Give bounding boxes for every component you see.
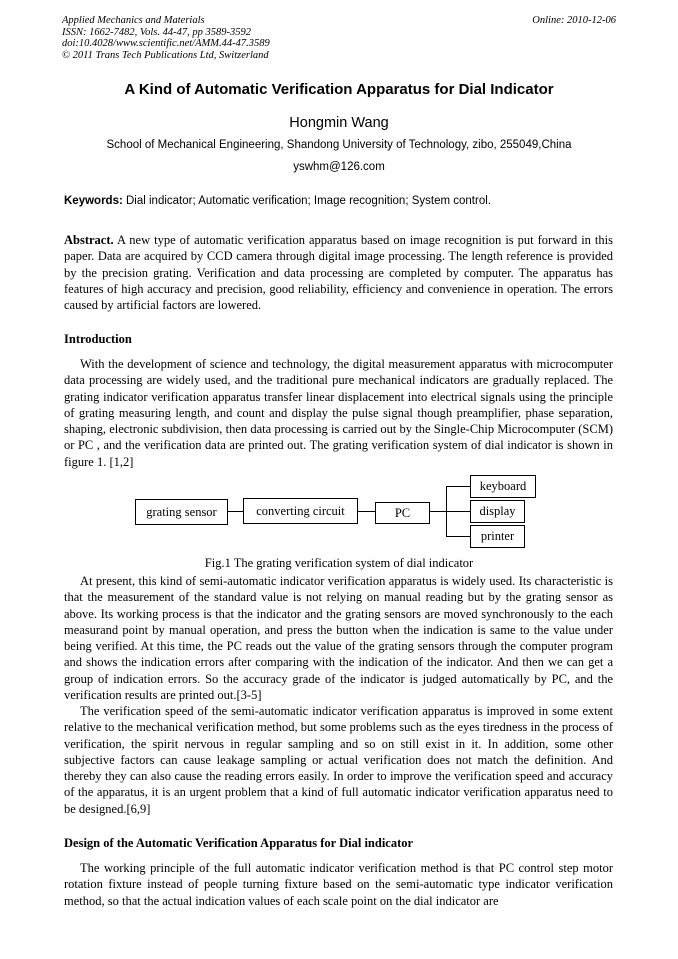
abstract-text: A new type of automatic verification apparatus based on image recognition is put forward in this paper. Data are acquired by CCD camera through digital image processing. The length reference is provided by the precision grating. Verification and data processing are completed by computer. The apparatus has features of high accuracy and precision, good reliability, efficiency and convenience in operation. The errors caused by artificial factors are lowered. <box>64 233 613 313</box>
connector-line <box>446 486 470 487</box>
figure-1-diagram <box>0 470 678 552</box>
intro-paragraph-1: With the development of science and technology, the digital measurement apparatus with microcomputer data processing are widely used, and the traditional pure mechanical indicators are gradually replaced. The grating indicator verification apparatus transfer linear displacement into electrical signals using the principle of grating measuring length, and count and display the pulse signal though preamplifier, phase separation, shaping, electronic subdivision, then data processing is carried out by the Single-Chip Microcomputer (SCM) or PC , and the verification data are printed out. The grating verification system of dial indicator is shown in figure 1. [1,2] <box>64 357 613 469</box>
design-paragraph-1: The working principle of the full automatic indicator verification method is that PC control step motor rotation fixture instead of people turning fixture based on the semi-automatic type indicator verification method, so that the actual indication values of each scale point on the dial indicator are <box>64 861 613 908</box>
journal-name: Applied Mechanics and Materials <box>62 15 205 26</box>
abstract <box>64 232 613 313</box>
author-email: yswhm@126.com <box>293 161 385 173</box>
journal-issn: ISSN: 1662-7482, Vols. 44-47, pp 3589-3592 <box>62 26 251 38</box>
converting-circuit-box: converting circuit <box>243 498 358 524</box>
introduction-heading: Introduction <box>64 332 132 346</box>
intro-paragraph-3: The verification speed of the semi-automatic indicator verification apparatus is improved in some extent relative to the mechanical verification method, but some problems such as the eyes tiredness in the process of verification, the spirit nervous in regular sampling and so on still exist in it. In addition, some other subjective factors can cause leakage sampling or actual verification does not match the definition. And thereby they can also cause the reading errors easily. In order to improve the verification speed and accuracy of the apparatus, it is an urgent problem that a kind of full automatic indicator verification apparatus need to be designed.[6,9] <box>64 704 613 816</box>
figure-1-caption: Fig.1 The grating verification system of dial indicator <box>204 556 474 570</box>
connector-line <box>358 511 375 512</box>
keywords-text: Dial indicator; Automatic verification; Image recognition; System control. <box>122 195 491 207</box>
paper-title: A Kind of Automatic Verification Apparatus for Dial Indicator <box>124 81 554 98</box>
pc-box: PC <box>375 502 430 524</box>
connector-line <box>430 511 446 512</box>
online-date: Online: 2010-12-06 <box>532 15 616 26</box>
grating-sensor-box: grating sensor <box>135 499 228 525</box>
display-box: display <box>470 500 525 523</box>
connector-line <box>446 511 470 512</box>
intro-paragraph-2: At present, this kind of semi-automatic indicator verification apparatus is widely used. Its characteristic is that the measurement of the standard value is not relying on manual reading but by the grating sensor as above. Its working process is that the indicator and the grating sensors are moved synchronously to the each measurand point by manual operation, and press the button when the indication is same to the value under being verified. At this time, the PC reads out the value of the grating sensors through the computer program and shows the indication errors after comparing with the indication of the indicator. And then we can get a group of indication errors. So the accuracy grade of the indicator is judged automatically by PC, and the verification results are printed out.[3-5] <box>64 574 613 703</box>
printer-box: printer <box>470 525 525 548</box>
connector-line <box>228 511 243 512</box>
journal-doi: doi:10.4028/www.scientific.net/AMM.44-47.3589 <box>62 38 270 49</box>
journal-header <box>62 15 616 61</box>
design-heading: Design of the Automatic Verification Apparatus for Dial indicator <box>64 836 414 850</box>
paper-author: Hongmin Wang <box>289 115 389 131</box>
abstract-label: Abstract. <box>64 233 114 247</box>
keyboard-box: keyboard <box>470 475 536 498</box>
author-affiliation: School of Mechanical Engineering, Shandong University of Technology, zibo, 255049,China <box>106 139 572 151</box>
keywords-label: Keywords: <box>64 195 123 207</box>
journal-copyright: © 2011 Trans Tech Publications Ltd, Switzerland <box>62 49 269 61</box>
connector-line <box>446 536 470 537</box>
keywords <box>64 195 616 207</box>
